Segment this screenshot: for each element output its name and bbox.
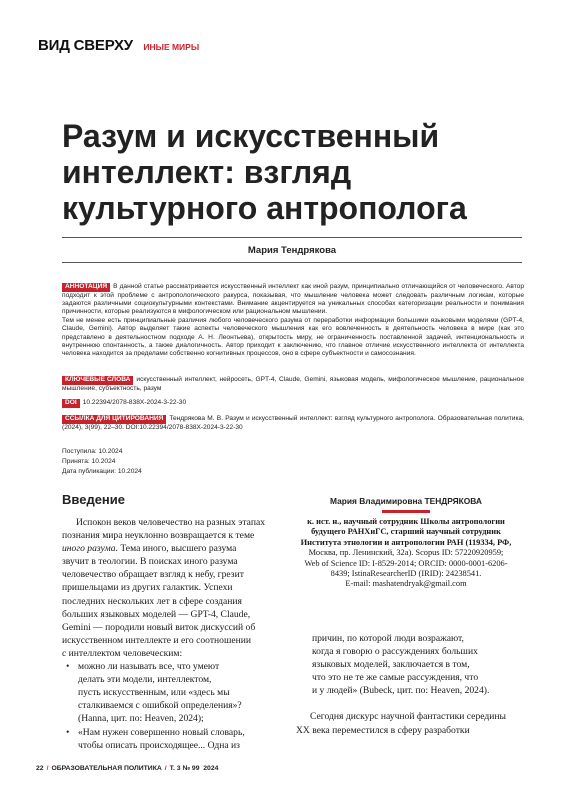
text-line: познания мира неуклонно возвращается к теме bbox=[62, 530, 255, 542]
text-line: (Hanna, цит. по: Heaven, 2024); bbox=[78, 713, 204, 725]
date-accepted: Принята: 10.2024 bbox=[62, 458, 116, 465]
issue-year: 2024 bbox=[203, 765, 219, 772]
list-item bbox=[62, 660, 286, 725]
annotation-label: АННОТАЦИЯ bbox=[62, 283, 110, 292]
page-footer bbox=[36, 765, 218, 772]
title-line: культурного антрополога bbox=[62, 190, 467, 226]
section-heading: Введение bbox=[62, 492, 125, 507]
text-line: «Нам нужен совершенно новый словарь, bbox=[78, 726, 245, 738]
text-line: искусственном интеллекте и его соотношении bbox=[62, 634, 252, 646]
text-line: пришельцами из других галактик. Успехи bbox=[62, 582, 233, 594]
right-column bbox=[296, 632, 522, 737]
date-received: Поступила: 10.2024 bbox=[62, 448, 123, 455]
accent-bar bbox=[382, 510, 430, 513]
text-line: причин, по которой люди возражают, bbox=[312, 633, 464, 644]
text-line: звучит в теологии. В поисках иного разума bbox=[62, 556, 238, 568]
doi-label: DOI bbox=[62, 399, 80, 408]
journal-name: ОБРАЗОВАТЕЛЬНАЯ ПОЛИТИКА bbox=[51, 765, 162, 772]
author-box-name: Мария Владимировна ТЕНДРЯКОВА bbox=[330, 496, 482, 506]
text-line: XX века переместился в сферу разработки bbox=[296, 724, 470, 736]
detail-line: Web of Science ID: I-8529-2014; ORCID: 0000-0001-6206- bbox=[304, 558, 508, 568]
left-column bbox=[62, 516, 286, 752]
section-name: ВИД СВЕРХУ bbox=[38, 37, 133, 54]
citation-text: Тендрякова М. В. Разум и искусственный интеллект: взгляд культурного антрополога. Образовательная политика, (2024), 3(99), 22–30. DOI:10.22394/2078-838X-2024-3-22-30 bbox=[62, 415, 524, 431]
separator-icon: / bbox=[46, 765, 49, 772]
detail-line: к. ист. н., научный сотрудник Школы антропологии bbox=[307, 517, 505, 526]
detail-line: Москва, пр. Ленинский, 32а). Scopus ID: 57220920959; bbox=[308, 548, 504, 558]
detail-line bbox=[290, 538, 522, 548]
article-author: Мария Тендрякова bbox=[247, 245, 337, 256]
running-header bbox=[38, 37, 199, 57]
text-line: когда я говорю о рассуждениях больших bbox=[312, 646, 478, 658]
text-line: можно ли называть все, что умеют bbox=[78, 661, 220, 673]
detail-fragment: Института этнологии и антропологии РАН (119334, РФ, bbox=[300, 537, 512, 547]
text-line: с интеллектом человеческим: bbox=[62, 647, 183, 659]
page-number: 22 bbox=[36, 765, 44, 772]
rule-bottom bbox=[62, 262, 522, 263]
bullet-mark: • bbox=[66, 661, 70, 673]
text-line: чтобы описать происходящее... Одна из bbox=[78, 739, 240, 751]
text-line: делать эти модели, интеллектом, bbox=[78, 674, 212, 686]
list-item bbox=[62, 726, 286, 752]
annotation-text: В данной статье рассматривается искусственный интеллект как иной разум, принципиально отличающийся от человеческого. Автор подходит к этой проблеме с антропологического ракурса, показывая, что мышление человека может следовать различным логикам, которые задаются различными социокультурными контекстами. Внимание акцентируется на уникальных способах категоризации реальности и понимания причинности, которые реализуются в мифологическом или рациональном мышлении. bbox=[62, 283, 524, 316]
bullet-mark: • bbox=[66, 726, 70, 738]
email-line[interactable]: E-mail: mashatendryak@gmail.com bbox=[345, 579, 467, 589]
detail-line: 8439; IstinaResearcherID (IRID): 24238541. bbox=[330, 569, 482, 579]
rule-top bbox=[62, 237, 522, 238]
citation-label: ССЫЛКА ДЛЯ ЦИТИРОВАНИЯ bbox=[62, 415, 166, 424]
text-fragment: . Тема иного, высшего разума bbox=[115, 543, 237, 555]
text-line: больших языковых моделей — GPT-4, Claude, bbox=[62, 608, 251, 620]
text-line: пусть искусственным, или «здесь мы bbox=[78, 687, 230, 699]
author-box-details bbox=[290, 517, 522, 590]
annotation-block bbox=[62, 283, 524, 359]
annotation-text-2: Тем не менее есть принципиальные различия любого человеческого разума от переработки информации большими языковыми моделями (GPT-4, Claude, Gemini). Автор выделяет такие аспекты человеческого мышления как его вовлеченность в деятельность человека в мире (как это представлено в деятельностном подходе А. Н. Леонтьева), открытость миру, не ограниченность поставленной задачей, интенциональность и внутреннюю спонтанность, а также диалогичность. Автор приходит к заключению, что главное отличие искусственного интеллекта от интеллекта человека находится за пределами собственно когнитивных процессов, оно в сфере субъектности и самосознания. bbox=[62, 316, 524, 358]
issue-number: Т. 3 № 99 bbox=[169, 765, 200, 772]
date-published: Дата публикации: 10.2024 bbox=[62, 468, 142, 475]
separator-icon: / bbox=[164, 765, 167, 772]
doi-block bbox=[62, 399, 524, 408]
text-line: языковых моделей, заключается в том, bbox=[312, 659, 470, 671]
text-line: Gemini — породили новый виток дискуссий об bbox=[62, 621, 256, 633]
text-line: последних нескольких лет в сфере создания bbox=[62, 595, 242, 607]
article-title bbox=[62, 118, 522, 226]
citation-block bbox=[62, 415, 524, 432]
title-line: интеллект: взгляд bbox=[62, 154, 352, 190]
keywords-text: искусственный интеллект, нейросеть, GPT-4, Claude, Gemini, языковая модель, мифологическое мышление, рациональное мышление, субъектность, разум bbox=[62, 376, 524, 392]
text-line: и у людей» (Bubeck, цит. по: Heaven, 2024). bbox=[312, 685, 490, 697]
rubric-label: ИНЫЕ МИРЫ bbox=[143, 42, 200, 52]
doi-text[interactable]: 10.22394/2078-838X-2024-3-22-30 bbox=[82, 399, 187, 406]
text-line: что это не те же самые рассуждения, что bbox=[312, 672, 479, 684]
keywords-label: КЛЮЧЕВЫЕ СЛОВА bbox=[62, 376, 133, 385]
text-line: Сегодня дискурс научной фантастики середины bbox=[310, 711, 506, 723]
detail-line: будущего РАНХиГС, старший научный сотрудник bbox=[311, 527, 501, 537]
keywords-block bbox=[62, 376, 524, 393]
text-line: сталкиваемся с ошибкой определения»? bbox=[78, 700, 242, 712]
text-line bbox=[62, 542, 286, 555]
emphasis-text: иного разума bbox=[62, 543, 116, 555]
publication-dates bbox=[62, 447, 142, 477]
text-line: Испокон веков человечество на разных этапах bbox=[76, 517, 266, 528]
title-line: Разум и искусственный bbox=[62, 118, 440, 154]
text-line: человечество обращает взгляд к небу, грезит bbox=[62, 569, 244, 581]
